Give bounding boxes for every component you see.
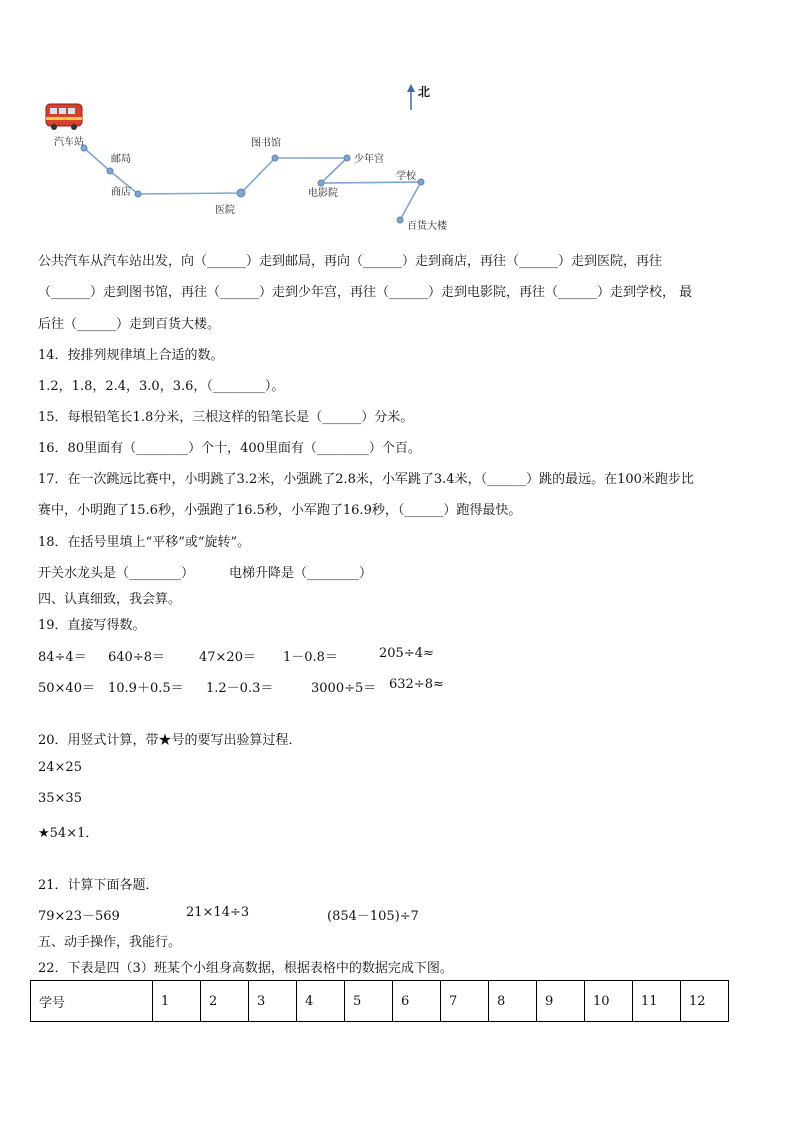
q16-text: 16．80里面有（________）个十，400里面有（________）个百。 — [38, 441, 421, 456]
route-map — [0, 0, 794, 245]
department-store-point — [397, 217, 403, 223]
q13-line-2: （______）走到图书馆，再往（______）走到少年宫，再往（______）走到电影院，再往（______）走到学校， 最 — [38, 285, 693, 300]
youth-palace-point — [344, 155, 350, 161]
table-row — [31, 981, 729, 1022]
bus-station-label: 汽车站 — [54, 137, 84, 148]
q14-sequence: 1.2，1.8，2.4，3.0，3.6，（________）。 — [38, 379, 285, 394]
q20-item: 35×35 — [38, 791, 82, 806]
q15-text: 15．每根铅笔长1.8分米，三根这样的铅笔长是（______）分米。 — [38, 410, 414, 425]
q19-r1-item: 205÷4≈ — [379, 646, 434, 661]
q19-r1-item: 47×20＝ — [199, 650, 256, 665]
q19-r1-item: 640÷8＝ — [108, 650, 165, 665]
q17-line-1: 17．在一次跳远比赛中，小明跳了3.2米，小强跳了2.8米，小军跳了3.4米，（______）跳的最远。在100米跑步比 — [38, 472, 694, 487]
table-header-cell: 学号 — [31, 981, 153, 1022]
library-point — [272, 155, 278, 161]
q19-r2-item: 1.2－0.3＝ — [206, 681, 274, 696]
north-arrow-icon — [407, 84, 415, 110]
table-cell: 4 — [297, 981, 345, 1022]
shop-point — [135, 191, 141, 197]
hospital-label: 医院 — [215, 205, 235, 216]
table-cell: 11 — [633, 981, 681, 1022]
q18-prompt: 18．在括号里填上“平移”或“旋转”。 — [38, 535, 251, 550]
table-cell: 7 — [441, 981, 489, 1022]
table-cell: 10 — [585, 981, 633, 1022]
table-cell: 5 — [345, 981, 393, 1022]
table-cell: 12 — [681, 981, 729, 1022]
cinema-label: 电影院 — [308, 188, 338, 199]
q20-item: 24×25 — [38, 760, 82, 775]
library-label: 图书馆 — [251, 138, 281, 149]
table-cell: 1 — [153, 981, 201, 1022]
table-cell: 3 — [249, 981, 297, 1022]
height-table — [30, 980, 729, 1022]
table-cell: 6 — [393, 981, 441, 1022]
cinema-point — [318, 180, 324, 186]
q19-r1-item: 1－0.8＝ — [283, 650, 338, 665]
hospital-point — [237, 189, 245, 197]
q18-item-elevator: 电梯升降是（________） — [229, 566, 373, 581]
q20-prompt: 20．用竖式计算，带★号的要写出验算过程． — [38, 733, 302, 748]
youth-palace-label: 少年宫 — [354, 154, 384, 165]
q20-item: ★54×1． — [38, 826, 99, 841]
bus-icon — [46, 104, 82, 130]
table-cell: 2 — [201, 981, 249, 1022]
section-5-heading: 五、动手操作，我能行。 — [38, 935, 182, 950]
q19-r2-item: 50×40＝ — [38, 681, 95, 696]
table-cell: 9 — [537, 981, 585, 1022]
q13-line-1: 公共汽车从汽车站出发，向（______）走到邮局，再向（______）走到商店，再往（______）走到医院，再往 — [38, 254, 663, 269]
q19-r2-item: 632÷8≈ — [389, 677, 444, 692]
q19-r1-item: 84÷4＝ — [38, 650, 87, 665]
post-office-point — [107, 168, 113, 174]
school-label: 学校 — [396, 171, 416, 182]
q22-prompt: 22．下表是四（3）班某个小组身高数据，根据表格中的数据完成下图。 — [38, 961, 453, 976]
q14-prompt: 14．按排列规律填上合适的数。 — [38, 348, 224, 363]
q21-prompt: 21．计算下面各题． — [38, 878, 159, 893]
north-label: 北 — [418, 85, 431, 99]
q19-r2-item: 10.9＋0.5＝ — [108, 681, 184, 696]
q21-item: 21×14÷3 — [186, 905, 250, 920]
q13-line-3: 后往（______）走到百货大楼。 — [38, 317, 221, 332]
q19-r2-item: 3000÷5＝ — [311, 681, 377, 696]
q18-item-faucet: 开关水龙头是（________） — [38, 566, 195, 581]
q21-item: 79×23－569 — [38, 909, 120, 924]
table-cell: 8 — [489, 981, 537, 1022]
department-store-label: 百货大楼 — [407, 221, 447, 232]
section-4-heading: 四、认真细致，我会算。 — [38, 592, 182, 607]
school-point — [418, 179, 424, 185]
q19-prompt: 19．直接写得数。 — [38, 618, 146, 633]
post-office-label: 邮局 — [111, 154, 131, 165]
q17-line-2: 赛中，小明跑了15.6秒，小强跑了16.5秒，小军跑了16.9秒，（______）跑得最快。 — [38, 503, 522, 518]
shop-label: 商店 — [111, 187, 131, 198]
q21-item: (854－105)÷7 — [327, 909, 419, 924]
